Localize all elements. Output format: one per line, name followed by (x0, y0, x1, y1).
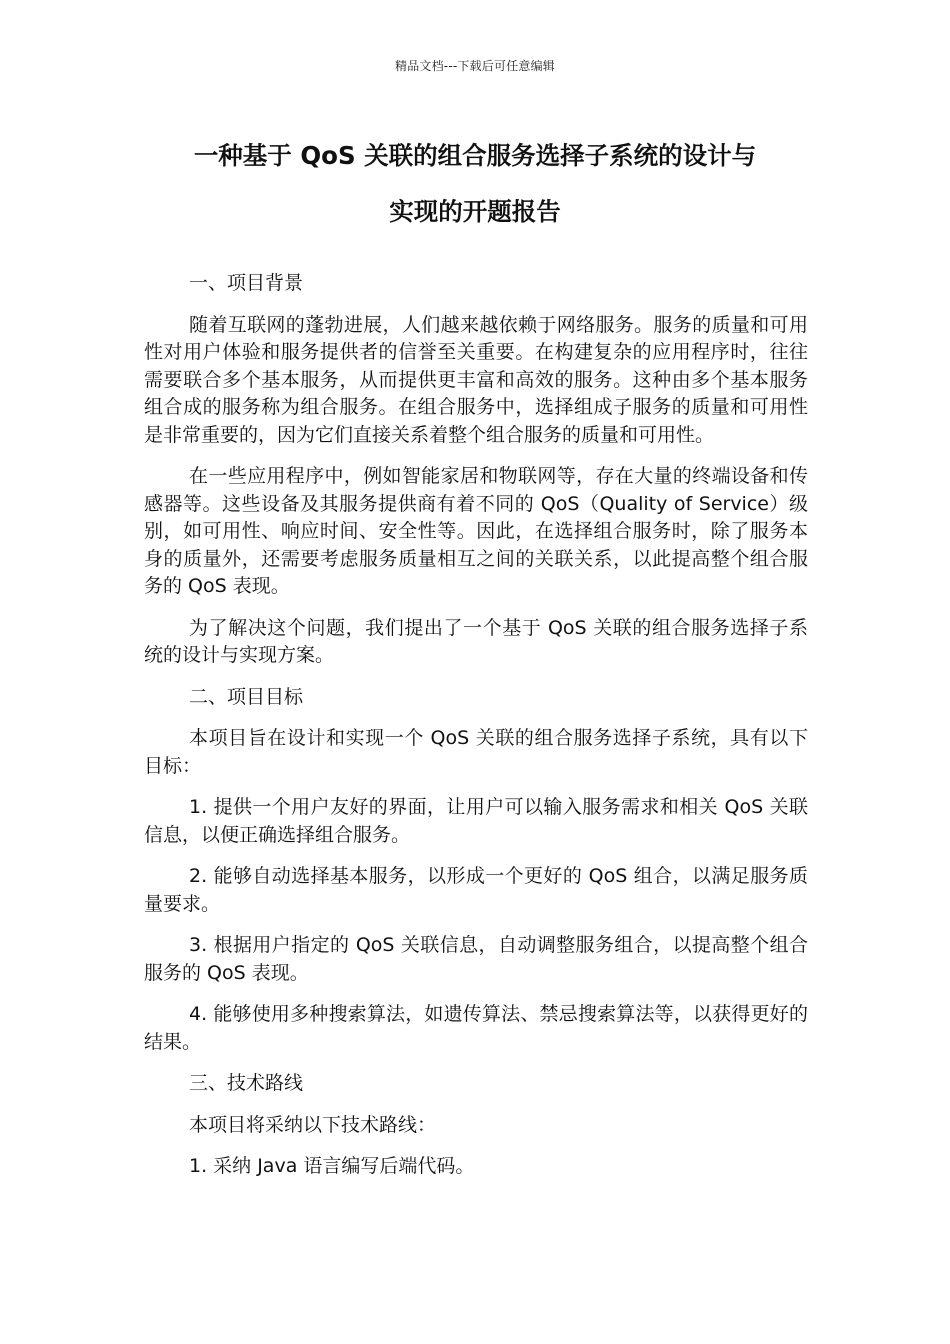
list-item-goal-3: 3. 根据用户指定的 QoS 关联信息，自动调整服务组合，以提高整个组合服务的 QoS 表现。 (144, 934, 808, 984)
section-heading-tech-route: 三、技术路线 (189, 1072, 304, 1094)
list-item-goal-4: 4. 能够使用多种搜索算法，如遗传算法、禁忌搜索算法等，以获得更好的结果。 (144, 1003, 808, 1053)
paragraph-goals-intro: 本项目旨在设计和实现一个 QoS 关联的组合服务选择子系统，具有以下目标： (144, 727, 808, 777)
section-heading-goals: 二、项目目标 (189, 685, 304, 708)
paragraph-tech-intro: 本项目将采纳以下技术路线： (189, 1113, 437, 1136)
paragraph-background-3: 为了解决这个问题，我们提出了一个基于 QoS 关联的组合服务选择子系统的设计与实现方案。 (144, 616, 808, 666)
document-body (144, 270, 808, 1195)
document-title (120, 128, 830, 240)
paragraph-background-1: 随着互联网的蓬勃进展，人们越来越依赖于网络服务。服务的质量和可用性对用户体验和服务提供者的信誉至关重要。在构建复杂的应用程序时，往往需要联合多个基本服务，从而提供更丰富和高效的服务。这种由多个基本服务组合成的服务称为组合服务。在组合服务中，选择组成子服务的质量和可用性是非常重要的，因为它们直接关系着整个组合服务的质量和可用性。 (144, 313, 808, 446)
list-item-goal-2: 2. 能够自动选择基本服务，以形成一个更好的 QoS 组合，以满足服务质量要求。 (144, 865, 808, 915)
paragraph-background-2: 在一些应用程序中，例如智能家居和物联网等，存在大量的终端设备和传感器等。这些设备及其服务提供商有着不同的 QoS（Quality of Service）级别，如可用性、响应时间、安全性等。因此，在选择组合服务时，除了服务本身的质量外，还需要考虑服务质量相互之间的关联关系，以此提高整个组合服务的 QoS 表现。 (144, 465, 808, 597)
title-line-2: 实现的开题报告 (389, 197, 561, 226)
header-watermark: 精品文档---下载后可任意编辑 (395, 59, 555, 73)
title-line-1: 一种基于 QoS 关联的组合服务选择子系统的设计与 (193, 141, 757, 170)
list-item-tech-1: 1. 采纳 Java 语言编写后端代码。 (189, 1155, 475, 1177)
list-item-goal-1: 1. 提供一个用户友好的界面，让用户可以输入服务需求和相关 QoS 关联信息，以便正确选择组合服务。 (144, 796, 808, 846)
section-heading-background: 一、项目背景 (189, 272, 304, 294)
